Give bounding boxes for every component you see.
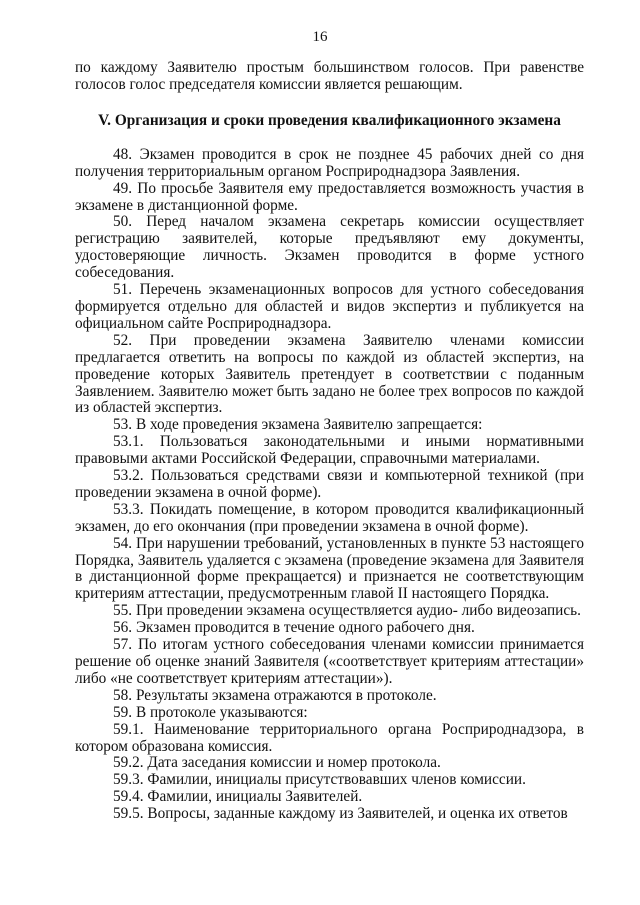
continuation-paragraph: по каждому Заявителю простым большинством голосов. При равенстве голосов голос председателя комиссии является решающим. <box>75 59 584 93</box>
paragraph-58: 58. Результаты экзамена отражаются в протоколе. <box>113 686 437 704</box>
paragraph-56: 56. Экзамен проводится в течение одного рабочего дня. <box>113 619 475 637</box>
paragraph-48: 48. Экзамен проводится в срок не позднее 45 рабочих дней со дня получения территориальным органом Росприроднадзора Заявления. <box>75 145 584 180</box>
paragraph-59-3: 59.3. Фамилии, инициалы присутствовавших членов комиссии. <box>113 771 526 789</box>
paragraph-54: 54. При нарушении требований, установленных в пункте 53 настоящего Порядка, Заявитель удаляется с экзамена (проведение экзамена для Заявителя в дистанционной форме прекращается) и признается не соответствующим критериям аттестации, предусмотренным главой II настоящего Порядка. <box>75 534 584 603</box>
page-number: 16 <box>312 29 328 45</box>
paragraph-53: 53. В ходе проведения экзамена Заявителю запрещается: <box>113 416 483 434</box>
paragraph-59-5: 59.5. Вопросы, заданные каждому из Заявителей, и оценка их ответов <box>113 805 568 823</box>
paragraph-59-4: 59.4. Фамилии, инициалы Заявителей. <box>113 788 363 806</box>
paragraph-49: 49. По просьбе Заявителя ему предоставляется возможность участия в экзамене в дистанционной форме. <box>75 179 584 214</box>
paragraph-55: 55. При проведении экзамена осуществляется аудио- либо видеозапись. <box>113 602 581 620</box>
paragraph-57: 57. По итогам устного собеседования членами комиссии принимается решение об оценке знаний Заявителя («соответствует критериям аттестации» либо «не соответствует критериям аттестации»). <box>75 636 584 687</box>
document-body <box>75 60 584 823</box>
paragraph-51: 51. Перечень экзаменационных вопросов для устного собеседования формируется отдельно для областей и видов экспертиз и публикуется на официальном сайте Росприроднадзора. <box>75 281 584 332</box>
paragraph-59: 59. В протоколе указываются: <box>113 703 308 721</box>
paragraph-53-2: 53.2. Пользоваться средствами связи и компьютерной техникой (при проведении экзамена в очной форме). <box>75 467 584 501</box>
paragraph-59-1: 59.1. Наименование территориального органа Росприроднадзора, в котором образована комиссия. <box>75 720 584 755</box>
paragraph-53-3: 53.3. Покидать помещение, в котором проводится квалификационный экзамен, до его окончания (при проведении экзамена в очной форме). <box>75 500 584 535</box>
paragraph-59-2: 59.2. Дата заседания комиссии и номер протокола. <box>113 754 441 772</box>
section-heading: V. Организация и сроки проведения квалификационного экзамена <box>98 111 561 129</box>
paragraph-50: 50. Перед началом экзамена секретарь комиссии осуществляет регистрацию заявителей, которые предъявляют ему документы, удостоверяющие личность. Экзамен проводится в форме устного собеседования. <box>75 213 584 282</box>
paragraph-52: 52. При проведении экзамена Заявителю членами комиссии предлагается ответить на вопросы по каждой из областей экспертиз, на проведение которых Заявитель претендует в соответствии с поданным Заявлением. Заявителю может быть задано не более трех вопросов по каждой из областей экспертиз. <box>75 331 584 417</box>
paragraph-53-1: 53.1. Пользоваться законодательными и иными нормативными правовыми актами Российской Федерации, справочными материалами. <box>75 433 584 468</box>
